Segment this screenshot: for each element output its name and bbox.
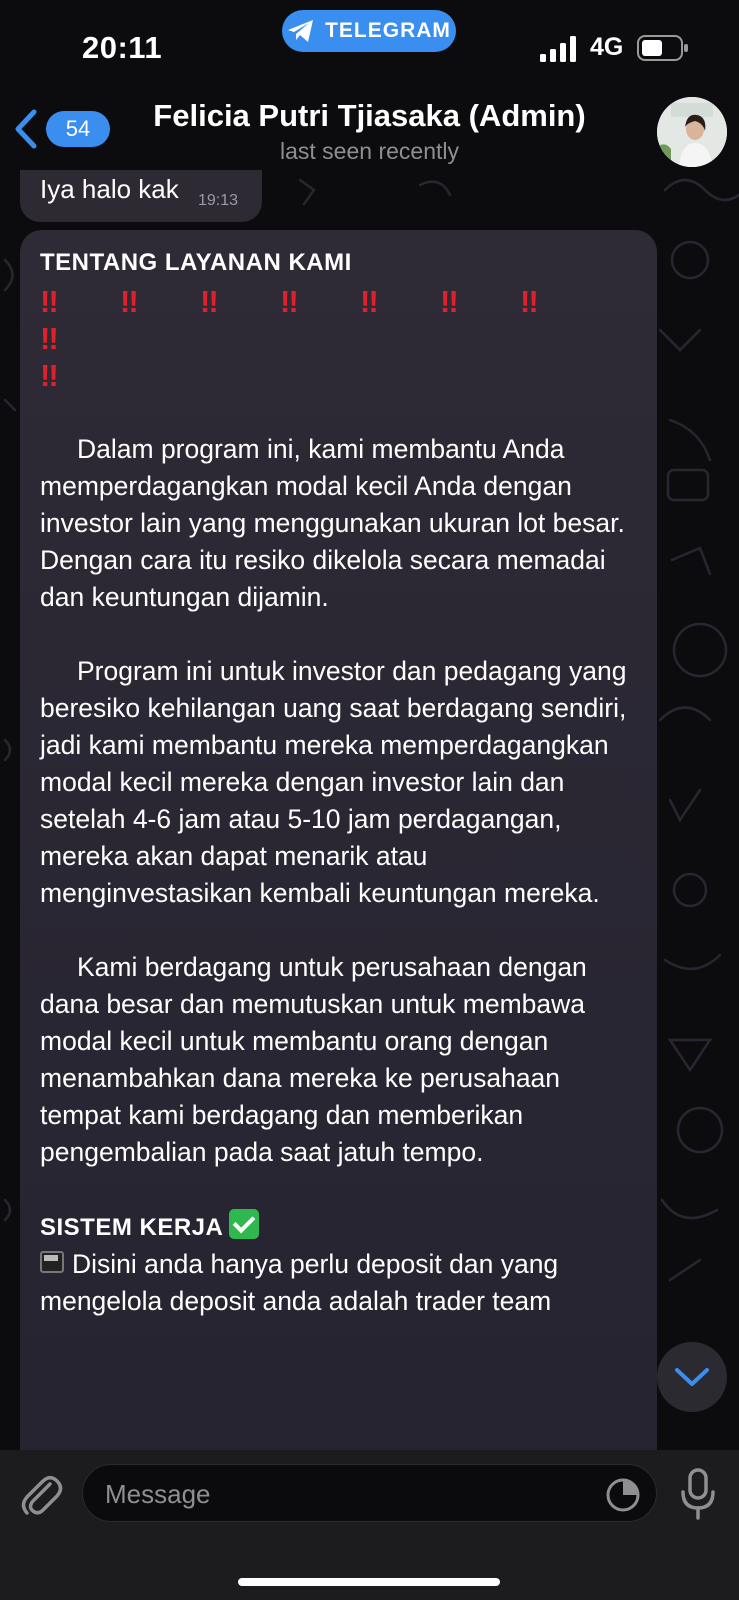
signal-icon <box>540 36 578 62</box>
microphone-icon[interactable] <box>678 1466 718 1520</box>
chat-header <box>0 92 739 172</box>
message-paragraph: Dengan cara itu resiko dikelola secara memadai dan keuntungan dijamin. <box>40 545 606 612</box>
message-placeholder: Message <box>105 1479 211 1509</box>
message-paragraph: Dalam program ini, kami membantu Anda memperdagangkan modal kecil Anda dengan investor lain yang menggunakan ukuran lot besar. <box>40 434 625 538</box>
scroll-to-bottom-button[interactable] <box>657 1342 727 1412</box>
double-exclamation-icons: ‼ ‼ ‼ ‼ ‼ ‼ ‼‼ ‼ <box>40 284 539 393</box>
message-time: 19:13 <box>198 192 239 209</box>
square-bullet-icon <box>40 1251 64 1273</box>
message-composer <box>0 1450 739 1600</box>
message-paragraph: Kami berdagang untuk perusahaan dengan dana besar dan memutuskan untuk membawa modal kecil untuk membantu orang dengan menambahkan dana mereka ke perusahaan tempat kami berdagang dan memberikan pengembalian pada saat jatuh tempo. <box>40 952 587 1167</box>
message-paragraph: Program ini untuk investor dan pedagang yang beresiko kehilangan uang saat berdagang sendiri, jadi kami membantu mereka memperdagangkan modal kecil mereka dengan investor lain dan setelah 4-6 jam atau 5-10 jam perdagangan, mereka akan dapat menarik atau menginvestasikan kembali keuntungan mereka. <box>40 656 627 908</box>
avatar-photo <box>657 97 727 167</box>
sticker-icon[interactable] <box>605 1477 641 1513</box>
telegram-pill[interactable] <box>282 10 456 52</box>
home-indicator[interactable] <box>238 1578 500 1586</box>
message-input[interactable] <box>82 1464 657 1522</box>
unread-count-badge: 54 <box>46 111 110 147</box>
message-heading: TENTANG LAYANAN KAMI <box>40 249 352 276</box>
attachment-icon[interactable] <box>18 1470 64 1520</box>
status-bar <box>0 0 739 92</box>
message-heading-row <box>40 1208 640 1246</box>
battery-icon <box>637 35 689 61</box>
network-type: 4G <box>590 33 624 61</box>
status-time: 20:11 <box>82 30 163 65</box>
message-paragraph-row <box>40 1246 640 1320</box>
check-mark-icon <box>229 1209 259 1239</box>
message-heading: SISTEM KERJA <box>40 1214 224 1241</box>
message-body <box>40 244 640 1320</box>
chat-status: last seen recently <box>280 138 459 164</box>
chevron-down-icon <box>674 1366 710 1388</box>
chat-title[interactable]: Felicia Putri Tjiasaka (Admin) <box>153 98 586 133</box>
avatar[interactable] <box>657 97 727 167</box>
message-bubble[interactable] <box>20 230 657 1470</box>
message-bubble[interactable] <box>20 170 262 222</box>
message-text: Iya halo kak <box>40 174 179 204</box>
message-paragraph: Disini anda hanya perlu deposit dan yang mengelola deposit anda adalah trader team <box>40 1249 559 1316</box>
telegram-plane-icon <box>287 19 315 43</box>
telegram-pill-label: TELEGRAM <box>325 19 451 42</box>
